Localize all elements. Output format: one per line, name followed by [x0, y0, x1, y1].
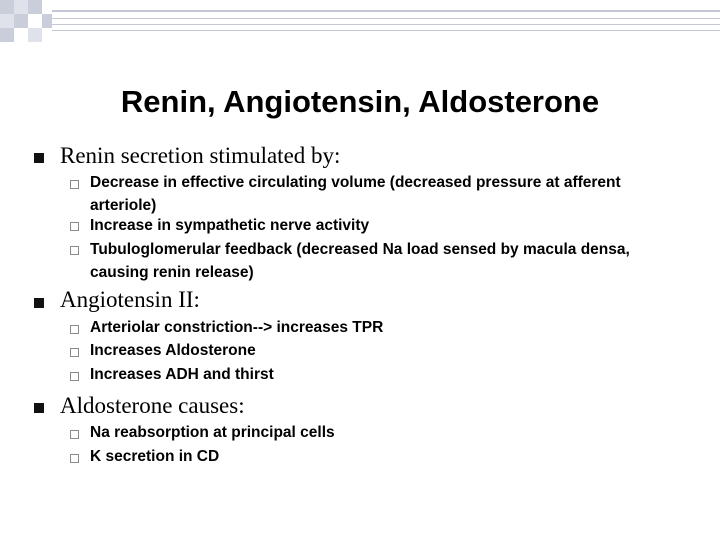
hollow-square-bullet-icon — [70, 324, 79, 334]
list-item: Arteriolar constriction--> increases TPR — [90, 319, 384, 336]
square-bullet-icon — [34, 153, 44, 163]
list-item: Increase in sympathetic nerve activity — [90, 217, 370, 234]
hollow-square-bullet-icon — [70, 221, 79, 231]
hollow-square-bullet-icon — [70, 179, 79, 189]
decoration-line — [52, 10, 720, 12]
square-bullet-icon — [34, 298, 44, 308]
slide-title: Renin, Angiotensin, Aldosterone — [120, 84, 600, 119]
hollow-square-bullet-icon — [70, 245, 79, 255]
decoration-square — [28, 0, 42, 14]
section-heading-aldosterone: Aldosterone causes: — [60, 393, 245, 418]
hollow-square-bullet-icon — [70, 347, 79, 357]
list-item: Decrease in effective circulating volume (decreased pressure at afferent arteriole) — [90, 174, 621, 214]
decoration-square — [0, 14, 14, 28]
list-item: Increases ADH and thirst — [90, 366, 274, 383]
hollow-square-bullet-icon — [70, 429, 79, 439]
section-heading-angiotensin: Angiotensin II: — [60, 287, 200, 312]
decoration-square — [14, 0, 28, 14]
square-bullet-icon — [34, 403, 44, 413]
list-item: Na reabsorption at principal cells — [90, 424, 335, 441]
hollow-square-bullet-icon — [70, 371, 79, 381]
decoration-square — [14, 14, 28, 28]
decoration-square — [42, 14, 52, 28]
decoration-line — [52, 18, 720, 19]
list-item: Tubuloglomerular feedback (decreased Na load sensed by macula densa, causing renin release) — [90, 241, 630, 281]
decoration-line — [52, 24, 720, 25]
decoration-square — [0, 28, 14, 42]
decoration-line — [52, 30, 720, 31]
decoration-square — [28, 28, 42, 42]
section-heading-renin: Renin secretion stimulated by: — [60, 143, 341, 168]
list-item: K secretion in CD — [90, 448, 220, 465]
decoration-square — [0, 0, 14, 14]
list-item: Increases Aldosterone — [90, 342, 256, 359]
hollow-square-bullet-icon — [70, 453, 79, 463]
